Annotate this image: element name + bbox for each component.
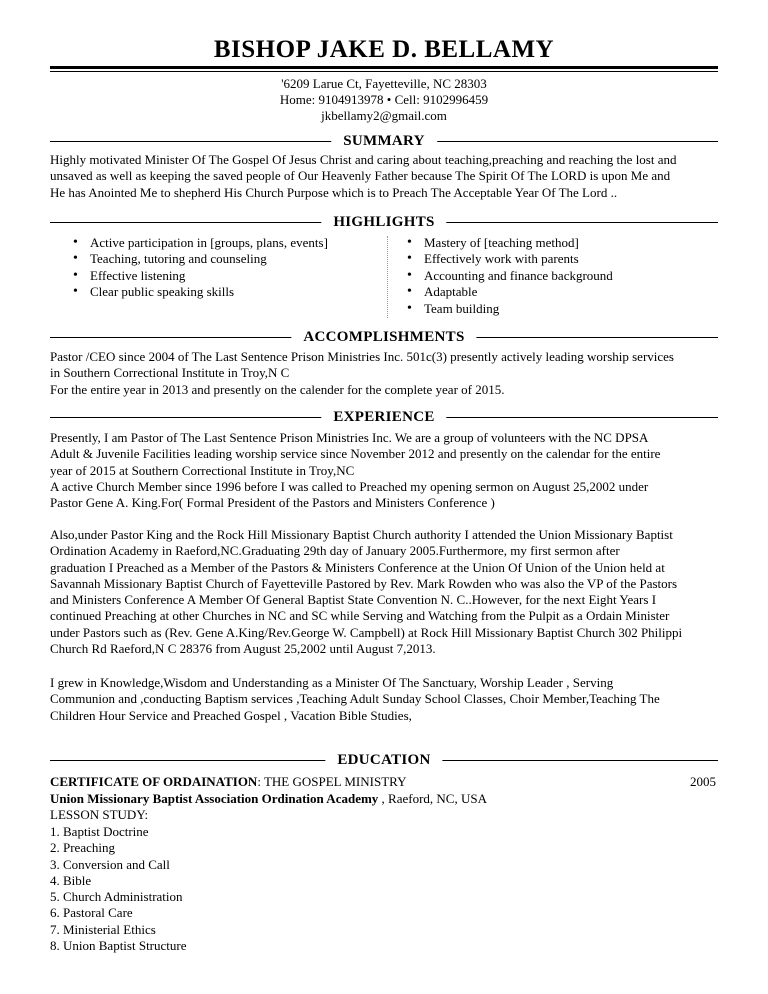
text-line: in Southern Correctional Institute in Troy,N C	[50, 365, 290, 381]
phone-numbers: Home: 9104913978 • Cell: 9102996459	[279, 92, 489, 107]
list-item: • Teaching, tutoring and counseling	[70, 251, 380, 267]
text-line: Highly motivated Minister Of The Gospel Of Jesus Christ and caring about teaching,preaching and reaching the lost and	[50, 152, 677, 167]
section-title: EDUCATION	[325, 750, 442, 770]
text-line: I grew in Knowledge,Wisdom and Understanding as a Minister Of The Sanctuary, Worship Leader , Serving	[50, 675, 614, 690]
list-item: 8. Union Baptist Structure	[50, 938, 187, 954]
text-line: and Ministers Conference A Member Of General Baptist State Convention N. C..However, for the next Eight Years I	[50, 592, 657, 608]
school-name: Union Missionary Baptist Association Ordination Academy	[50, 791, 379, 806]
text-line: year of 2015 at Southern Correctional Institute in Troy,NC	[50, 462, 355, 478]
contact-block	[0, 76, 768, 124]
highlights-heading	[50, 212, 718, 232]
experience-heading	[50, 407, 718, 427]
text-line: Children Hour Service and Preached Gospel , Vacation Bible Studies,	[50, 707, 412, 723]
text-line: He has Anointed Me to shepherd His Church Purpose which is to Preach The Acceptable Year Of The Lord ..	[50, 184, 618, 200]
experience-paragraph-1	[50, 430, 722, 511]
list-item: 4. Bible	[50, 872, 92, 888]
section-title: EXPERIENCE	[321, 407, 446, 427]
text-line: graduation I Preached as a Member of the Pastors & Ministers Conference at the Union Of Union of the Union held at	[50, 559, 665, 575]
text-line: For the entire year in 2013 and presently on the calender for the complete year of 2015.	[50, 381, 505, 397]
column-divider	[387, 236, 388, 318]
header-rule-thick	[50, 66, 718, 69]
summary-text	[50, 152, 722, 201]
text-line: Church Rd Raeford,N C 28376 from August 25,2002 until August 7,2013.	[50, 641, 436, 657]
list-item: • Accounting and finance background	[404, 268, 724, 284]
text-line: continued Preaching at other Churches in NC and SC while Serving and Watching from the Pulpit as a Ordain Minister	[50, 608, 670, 624]
list-item: 1. Baptist Doctrine	[50, 824, 149, 839]
text-line: under Pastors such as (Rev. Gene A.King/Rev.George W. Campbell) at Rock Hill Missionary Baptist Church 302 Philippi	[50, 624, 683, 640]
accomplishments-heading	[50, 327, 718, 347]
highlights-right-list	[404, 235, 724, 317]
list-item: • Mastery of [teaching method]	[404, 235, 724, 251]
accomplishments-text	[50, 349, 722, 398]
text-line: Ordination Academy in Raeford,NC.Graduating 29th day of January 2005.Furthermore, my first sermon after	[50, 543, 620, 559]
experience-paragraph-2	[50, 527, 722, 657]
section-title: SUMMARY	[331, 131, 437, 151]
text-line: Presently, I am Pastor of The Last Sentence Prison Ministries Inc. We are a group of volunteers with the NC DPSA	[50, 430, 649, 445]
school-line	[50, 791, 722, 807]
list-item: • Clear public speaking skills	[70, 284, 380, 300]
education-heading	[50, 750, 718, 770]
candidate-name: BISHOP JAKE D. BELLAMY	[213, 36, 555, 63]
text-line: Savannah Missionary Baptist Church of Fayetteville Pastored by Rev. Mark Rowden who was also the VP of the Pastors	[50, 575, 678, 591]
list-item: • Effective listening	[70, 268, 380, 284]
highlights-left-list	[70, 235, 380, 301]
list-item: 3. Conversion and Call	[50, 856, 170, 872]
list-item: 2. Preaching	[50, 840, 115, 856]
section-title: HIGHLIGHTS	[321, 212, 446, 232]
list-item: • Team building	[404, 301, 724, 317]
list-item: • Effectively work with parents	[404, 251, 724, 267]
email: jkbellamy2@gmail.com	[321, 108, 447, 123]
text-line: Communion and ,conducting Baptism services ,Teaching Adult Sunday School Classes, Choir Member,Teaching The	[50, 691, 660, 707]
header-rule-thin	[50, 71, 718, 72]
certificate-value: : THE GOSPEL MINISTRY	[257, 774, 407, 789]
address: '6209 Larue Ct, Fayetteville, NC 28303	[281, 76, 487, 91]
certificate-line	[50, 774, 722, 790]
text-line: Adult & Juvenile Facilities leading worship service since November 2012 and presently on the calendar for the entire	[50, 446, 661, 462]
list-item: 5. Church Administration	[50, 889, 183, 905]
list-item: 6. Pastoral Care	[50, 905, 133, 921]
lesson-study-heading: LESSON STUDY:	[50, 807, 149, 822]
text-line: A active Church Member since 1996 before I was called to Preached my opening sermon on August 25,2002 under	[50, 478, 649, 494]
list-item: • Adaptable	[404, 284, 724, 300]
summary-heading	[50, 131, 718, 151]
lesson-list	[50, 824, 187, 954]
text-line: Also,under Pastor King and the Rock Hill Missionary Baptist Church authority I attended the Union Missionary Baptist	[50, 527, 673, 542]
list-item: • Active participation in [groups, plans, events]	[70, 235, 380, 251]
list-item: 7. Ministerial Ethics	[50, 921, 156, 937]
text-line: Pastor /CEO since 2004 of The Last Sentence Prison Ministries Inc. 501c(3) presently actively leading worship services	[50, 349, 674, 364]
school-location: , Raeford, NC, USA	[378, 791, 487, 806]
certificate-label: CERTIFICATE OF ORDAINATION	[50, 774, 258, 789]
text-line: unsaved as well as keeping the saved people of Our Heavenly Father because The Spirit Of The LORD is upon Me and	[50, 168, 671, 184]
certificate-year: 2005	[690, 774, 716, 789]
experience-paragraph-3	[50, 675, 722, 724]
section-title: ACCOMPLISHMENTS	[291, 327, 476, 347]
text-line: Pastor Gene A. King.For( Formal President of the Pastors and Ministers Conference )	[50, 495, 495, 511]
